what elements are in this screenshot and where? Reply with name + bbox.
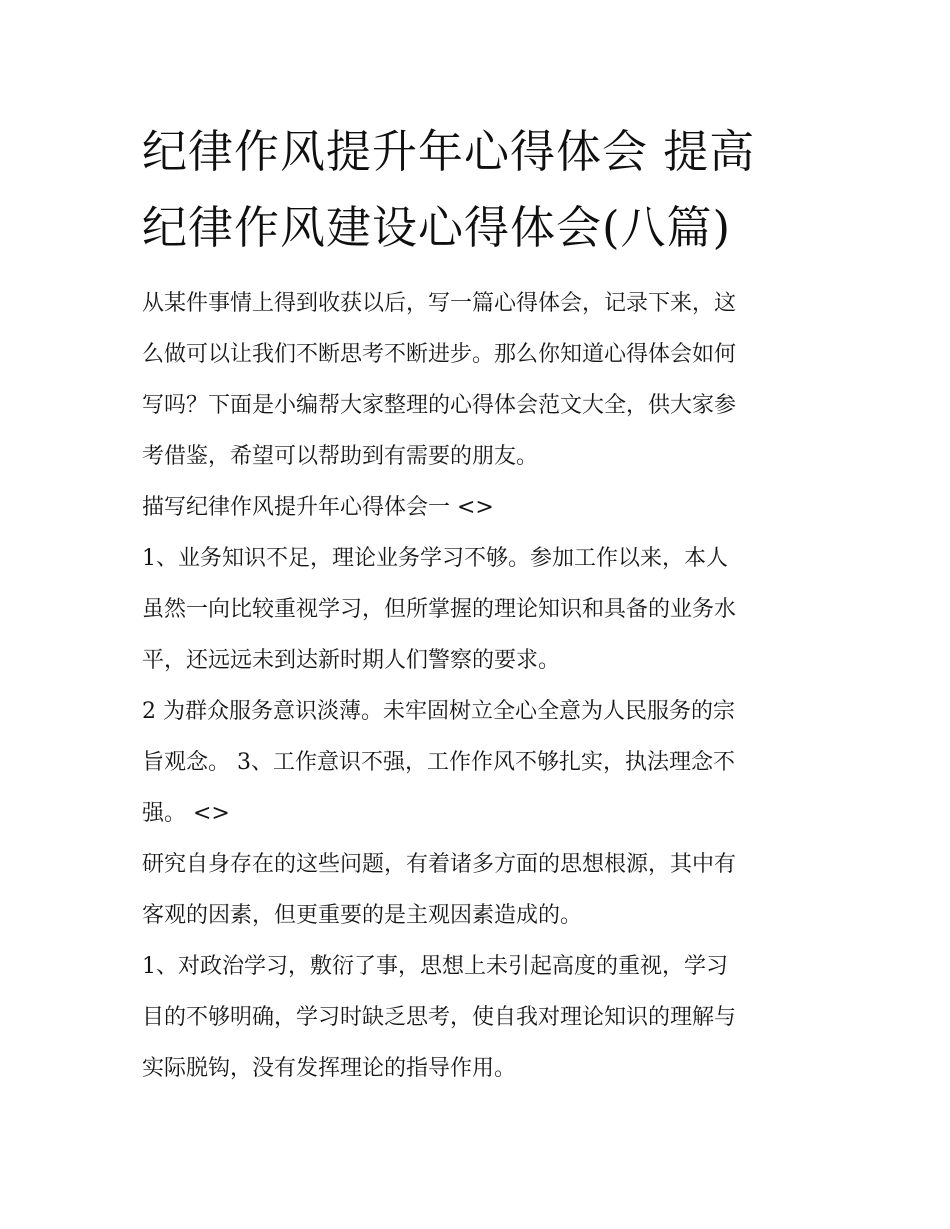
text-line: 从某件事情上得到收获以后，写一篇心得体会，记录下来，这 (142, 291, 737, 316)
title-line: 纪律作风建设心得体会(八篇) (142, 201, 732, 254)
text-line: 平，还远远未到达新时期人们警察的要求。 (142, 648, 561, 673)
text-line: 虽然一向比较重视学习，但所掌握的理论知识和具备的业务水 (142, 597, 737, 622)
text-line: 研究自身存在的这些问题，有着诸多方面的思想根源，其中有 (142, 852, 737, 877)
text-line: 1、对政治学习，敷衍了事，思想上未引起高度的重视，学习 (142, 954, 728, 979)
section-heading (142, 482, 814, 533)
text-line: 描写纪律作风提升年心得体会一 <> (142, 495, 494, 520)
document-title (142, 114, 814, 266)
text-line: 考借鉴，希望可以帮助到有需要的朋友。 (142, 444, 539, 469)
text-line: 实际脱钩，没有发挥理论的指导作用。 (142, 1056, 517, 1081)
text-line: 目的不够明确，学习时缺乏思考，使自我对理论知识的理解与 (142, 1005, 737, 1030)
analysis-paragraph (142, 839, 814, 941)
text-line: 旨观念。 3、工作意识不强，工作作风不够扎实，执法理念不 (142, 750, 735, 775)
text-line: 2 为群众服务意识淡薄。未牢固树立全心全意为人民服务的宗 (142, 699, 735, 724)
problem-paragraph-2 (142, 686, 814, 839)
title-line: 纪律作风提升年心得体会 提高 (142, 125, 756, 178)
text-line: 客观的因素，但更重要的是主观因素造成的。 (142, 903, 583, 928)
problem-paragraph-1 (142, 533, 814, 686)
document-content (142, 114, 814, 1094)
cause-paragraph-1 (142, 941, 814, 1094)
text-line: 1、业务知识不足，理论业务学习不够。参加工作以来，本人 (142, 546, 728, 571)
intro-paragraph (142, 278, 814, 482)
text-line: 么做可以让我们不断思考不断进步。那么你知道心得体会如何 (142, 342, 737, 367)
text-line: 强。 <> (142, 801, 230, 826)
text-line: 写吗？下面是小编帮大家整理的心得体会范文大全，供大家参 (142, 393, 737, 418)
